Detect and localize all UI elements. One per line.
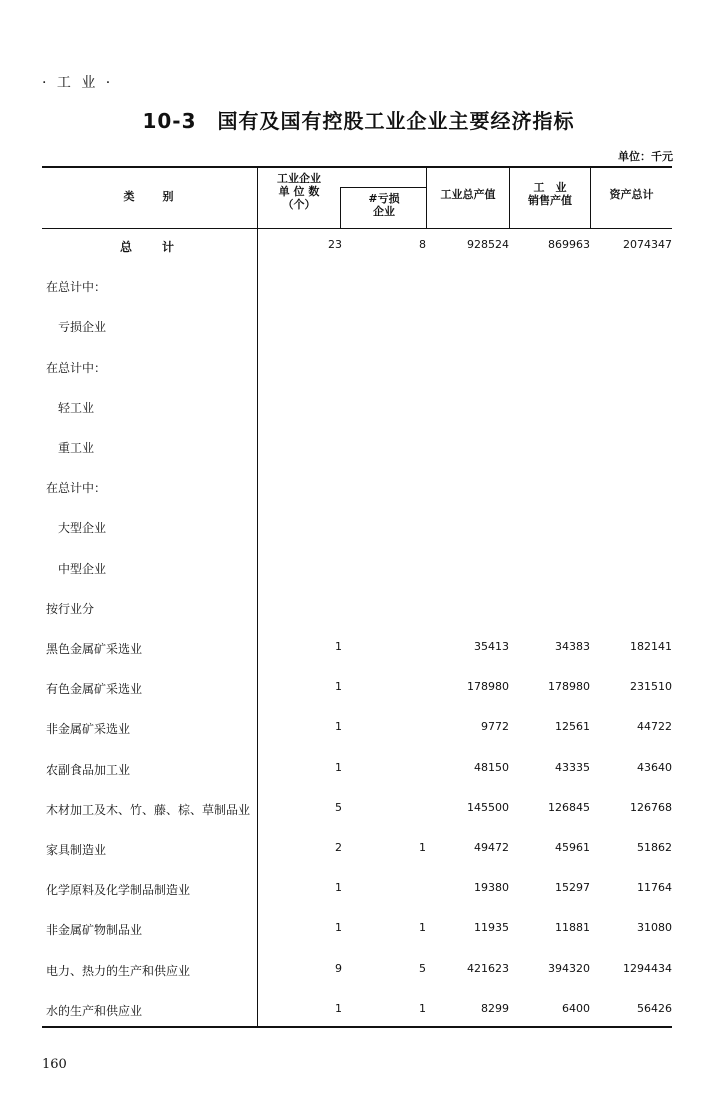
table-row <box>42 318 672 338</box>
table-top-rule <box>42 166 672 168</box>
loss-cell: 1 <box>419 921 426 934</box>
table-row <box>42 921 672 941</box>
header-sales-line2: 销售产值 <box>528 194 572 207</box>
sales-cell: 43335 <box>555 761 590 774</box>
output-cell: 48150 <box>474 761 509 774</box>
header-sales <box>510 181 590 207</box>
units-cell: 9 <box>335 962 342 975</box>
table-row <box>42 640 672 660</box>
row-label: 中型企业 <box>58 562 107 576</box>
row-label: 木材加工及木、竹、藤、棕、草制品业 <box>46 803 251 817</box>
output-cell: 9772 <box>481 720 509 733</box>
header-units-line1: 工业企业 <box>277 172 321 185</box>
table-row <box>42 278 672 298</box>
table-bottom-rule <box>42 1026 672 1028</box>
assets-cell: 43640 <box>637 761 672 774</box>
row-label: 家具制造业 <box>46 843 107 857</box>
loss-cell: 5 <box>419 962 426 975</box>
sales-cell: 869963 <box>548 238 590 251</box>
sales-cell: 126845 <box>548 801 590 814</box>
sales-cell: 178980 <box>548 680 590 693</box>
units-cell: 1 <box>335 680 342 693</box>
units-cell: 1 <box>335 1002 342 1015</box>
header-units-line2: 单 位 数 <box>278 185 320 198</box>
sales-cell: 45961 <box>555 841 590 854</box>
assets-cell: 231510 <box>630 680 672 693</box>
row-label: 在总计中： <box>46 481 107 495</box>
output-cell: 19380 <box>474 881 509 894</box>
page-number: 160 <box>42 1057 67 1072</box>
header-loss-line1: #亏损 <box>368 192 400 205</box>
row-label: 黑色金属矿采选业 <box>46 642 143 656</box>
units-cell: 2 <box>335 841 342 854</box>
units-cell: 1 <box>335 640 342 653</box>
page-title: 10-3 国有及国有控股工业企业主要经济指标 <box>142 109 575 133</box>
loss-cell: 1 <box>419 841 426 854</box>
output-cell: 421623 <box>467 962 509 975</box>
table-row <box>42 439 672 459</box>
assets-cell: 126768 <box>630 801 672 814</box>
header-units-line3: （个） <box>282 198 316 211</box>
table-row <box>42 680 672 700</box>
header-assets: 资产总计 <box>609 188 654 201</box>
row-label: 非金属矿采选业 <box>46 722 131 736</box>
row-label: 在总计中： <box>46 361 107 375</box>
header-loss <box>342 192 426 218</box>
output-cell: 11935 <box>474 921 509 934</box>
assets-cell: 56426 <box>637 1002 672 1015</box>
row-label: 在总计中： <box>46 280 107 294</box>
row-label: 电力、热力的生产和供应业 <box>46 964 191 978</box>
header-units <box>260 172 338 211</box>
assets-cell: 11764 <box>637 881 672 894</box>
output-cell: 145500 <box>467 801 509 814</box>
assets-cell: 51862 <box>637 841 672 854</box>
section-tag: · 工 业 · <box>42 75 114 91</box>
units-cell: 1 <box>335 881 342 894</box>
row-label: 水的生产和供应业 <box>46 1004 143 1018</box>
row-label: 农副食品加工业 <box>46 763 131 777</box>
table-row <box>42 479 672 499</box>
output-cell: 49472 <box>474 841 509 854</box>
sales-cell: 6400 <box>562 1002 590 1015</box>
table-row <box>42 841 672 861</box>
loss-cell: 8 <box>419 238 426 251</box>
assets-cell: 31080 <box>637 921 672 934</box>
header-loss-line2: 企业 <box>373 205 395 218</box>
table-row <box>42 238 672 258</box>
unit-label: 单位：千元 <box>618 150 673 163</box>
row-label: 总计 <box>120 240 205 254</box>
table-row <box>42 720 672 740</box>
units-cell: 1 <box>335 720 342 733</box>
output-cell: 8299 <box>481 1002 509 1015</box>
table-row <box>42 801 672 821</box>
row-label: 化学原料及化学制品制造业 <box>46 883 191 897</box>
row-label: 非金属矿物制品业 <box>46 923 143 937</box>
loss-cell: 1 <box>419 1002 426 1015</box>
header-category: 类 别 <box>123 190 176 203</box>
row-label: 有色金属矿采选业 <box>46 682 143 696</box>
output-cell: 178980 <box>467 680 509 693</box>
output-cell: 35413 <box>474 640 509 653</box>
header-sales-line1: 工 业 <box>533 181 567 194</box>
output-cell: 928524 <box>467 238 509 251</box>
sales-cell: 11881 <box>555 921 590 934</box>
assets-cell: 44722 <box>637 720 672 733</box>
sales-cell: 394320 <box>548 962 590 975</box>
units-cell: 1 <box>335 761 342 774</box>
units-cell: 23 <box>328 238 342 251</box>
units-cell: 1 <box>335 921 342 934</box>
table-row <box>42 962 672 982</box>
header-gross-output: 工业总产值 <box>440 188 496 201</box>
sales-cell: 15297 <box>555 881 590 894</box>
row-label: 轻工业 <box>58 401 95 415</box>
table-row <box>42 519 672 539</box>
row-label: 大型企业 <box>58 521 107 535</box>
table-row <box>42 761 672 781</box>
row-label: 重工业 <box>58 441 95 455</box>
table-row <box>42 359 672 379</box>
table-row <box>42 1002 672 1022</box>
sales-cell: 12561 <box>555 720 590 733</box>
row-label: 按行业分 <box>46 602 95 616</box>
table-row <box>42 881 672 901</box>
assets-cell: 182141 <box>630 640 672 653</box>
row-label: 亏损企业 <box>58 320 107 334</box>
table-row <box>42 560 672 580</box>
units-cell: 5 <box>335 801 342 814</box>
sales-cell: 34383 <box>555 640 590 653</box>
assets-cell: 1294434 <box>623 962 672 975</box>
assets-cell: 2074347 <box>623 238 672 251</box>
table-row <box>42 600 672 620</box>
table-row <box>42 399 672 419</box>
